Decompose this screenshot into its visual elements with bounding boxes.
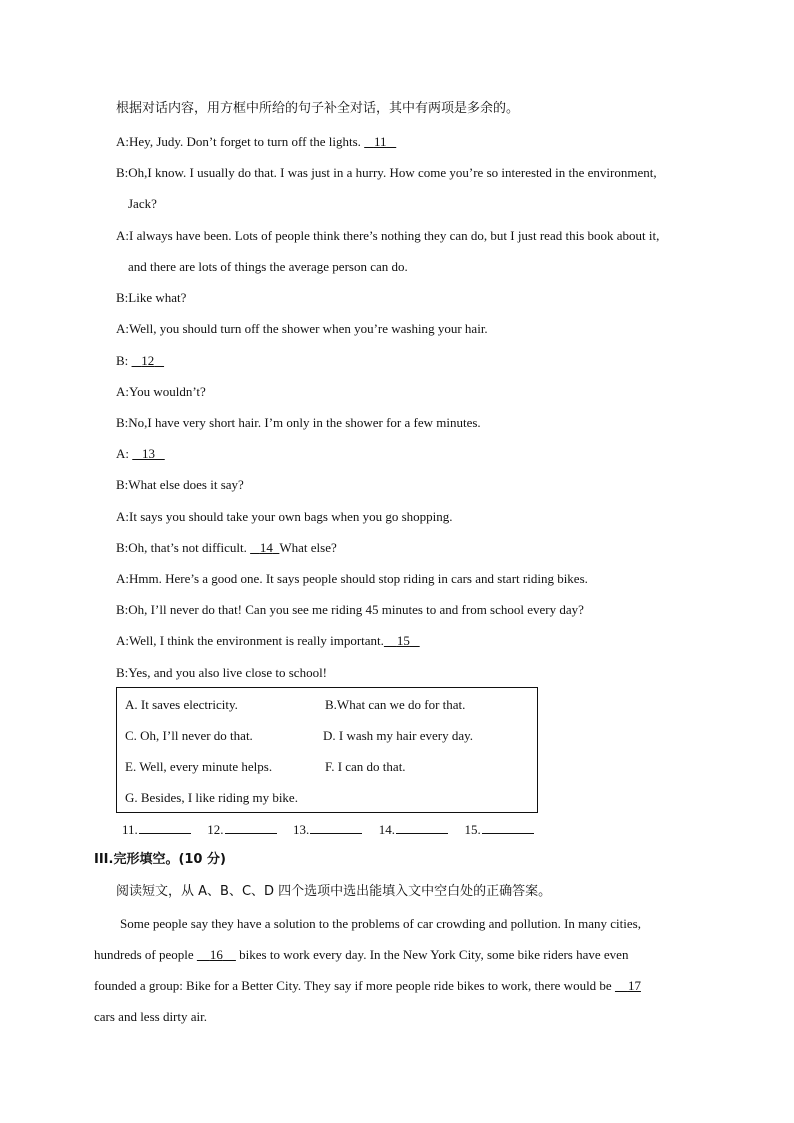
option-e: E. Well, every minute helps. (125, 759, 273, 774)
dialogue-line (116, 290, 186, 306)
answer-11[interactable]: 11. (122, 822, 191, 837)
passage-line: Some people say they have a solution to the problems of car crowding and pollution. In many cities, (120, 916, 641, 931)
dialogue-text: It says you should take your own bags when you go shopping. (129, 509, 453, 524)
speaker-label: B: (116, 165, 129, 180)
speaker-label: B: (116, 602, 129, 617)
dialogue-text: Oh, I’ll never do that! Can you see me riding 45 minutes to and from school every day? (128, 602, 584, 617)
dialogue-line: A:Well, I think the environment is really important. 15 (116, 633, 420, 649)
speaker-label: B: (116, 540, 129, 555)
dialogue-text: Oh,I know. I usually do that. I was just in a hurry. How come you’re so interested in the environment, (128, 165, 657, 180)
dialogue-line (116, 228, 659, 244)
dialogue-line (116, 509, 453, 525)
blank-16[interactable]: 16 (209, 947, 223, 962)
blank-15[interactable]: 15 (396, 633, 410, 648)
answer-row (122, 821, 534, 838)
instruction: 根据对话内容，用方框中所给的句子补全对话，其中有两项是多余的。 (116, 101, 520, 116)
dialogue-text: Hey, Judy. Don’t forget to turn off the lights. (129, 134, 365, 149)
option-d: D. I wash my hair every day. (323, 728, 474, 743)
blank-11[interactable]: 11 (373, 134, 387, 149)
dialogue-text: Well, you should turn off the shower when you’re washing your hair. (129, 321, 488, 336)
speaker-label: B: (116, 290, 129, 305)
speaker-label: A: (116, 134, 129, 149)
blank-12[interactable]: 12 (141, 353, 155, 368)
speaker-label: B: (116, 415, 129, 430)
dialogue-text: Like what? (128, 290, 187, 305)
speaker-label: A: (116, 228, 129, 243)
dialogue-text: You wouldn’t? (129, 384, 206, 399)
dialogue-line (116, 384, 206, 400)
passage-line: cars and less dirty air. (94, 1009, 207, 1024)
blank-13[interactable]: 13 (142, 446, 155, 461)
speaker-label: B: (116, 665, 129, 680)
blank-14[interactable]: 14 (259, 540, 273, 555)
answer-15[interactable]: 15. (465, 822, 534, 837)
dialogue-text: Yes, and you also live close to school! (128, 665, 328, 680)
dialogue-line (116, 665, 327, 681)
dialogue-line (128, 196, 157, 212)
dialogue-text: What else does it say? (128, 477, 244, 492)
speaker-label: A: (116, 571, 129, 586)
section-instruction: 阅读短文，从 A、B、C、D 四个选项中选出能填入文中空白处的正确答案。 (116, 884, 552, 899)
option-g: G. Besides, I like riding my bike. (125, 790, 298, 805)
passage-line: founded a group: Bike for a Better City. They say if more people ride bikes to work, there would be 17 (94, 978, 641, 993)
dialogue-text: and there are lots of things the average person can do. (128, 259, 408, 274)
answer-12[interactable]: 12. (207, 822, 276, 837)
option-a: A. It saves electricity. (125, 697, 238, 712)
options-box (116, 687, 538, 813)
speaker-label: A: (116, 321, 129, 336)
dialogue-line: B:Oh, that’s not difficult. 14 What else? (116, 540, 337, 555)
option-f: F. I can do that. (325, 759, 406, 774)
speaker-label: B: (116, 477, 129, 492)
dialogue-line (116, 321, 488, 337)
speaker-label: A: (116, 446, 129, 461)
dialogue-text: No,I have very short hair. I’m only in the shower for a few minutes. (128, 415, 481, 430)
option-c: C. Oh, I’ll never do that. (125, 728, 253, 743)
section-title: III.完形填空。(10 分) (94, 852, 226, 867)
dialogue-line (116, 165, 657, 181)
dialogue-line (116, 353, 164, 369)
dialogue-text: I always have been. Lots of people think there’s nothing they can do, but I just read this book about it, (129, 228, 660, 243)
dialogue-text: Jack? (128, 196, 157, 211)
dialogue-text: Hmm. Here’s a good one. It says people should stop riding in cars and start riding bikes. (129, 571, 588, 586)
blank-17[interactable]: 17 (627, 978, 641, 993)
speaker-label: A: (116, 633, 129, 648)
speaker-label: B: (116, 353, 129, 368)
option-b: B.What can we do for that. (325, 697, 466, 712)
passage-line: hundreds of people 16 bikes to work every day. In the New York City, some bike riders have even (94, 947, 629, 962)
answer-14[interactable]: 14. (379, 822, 448, 837)
speaker-label: A: (116, 384, 129, 399)
dialogue-line (116, 134, 396, 150)
dialogue-line (116, 446, 165, 462)
dialogue-line (116, 602, 584, 618)
dialogue-line (128, 259, 408, 275)
speaker-label: A: (116, 509, 129, 524)
dialogue-line (116, 415, 481, 431)
dialogue-line (116, 477, 244, 493)
dialogue-line (116, 571, 588, 587)
answer-13[interactable]: 13. (293, 822, 362, 837)
